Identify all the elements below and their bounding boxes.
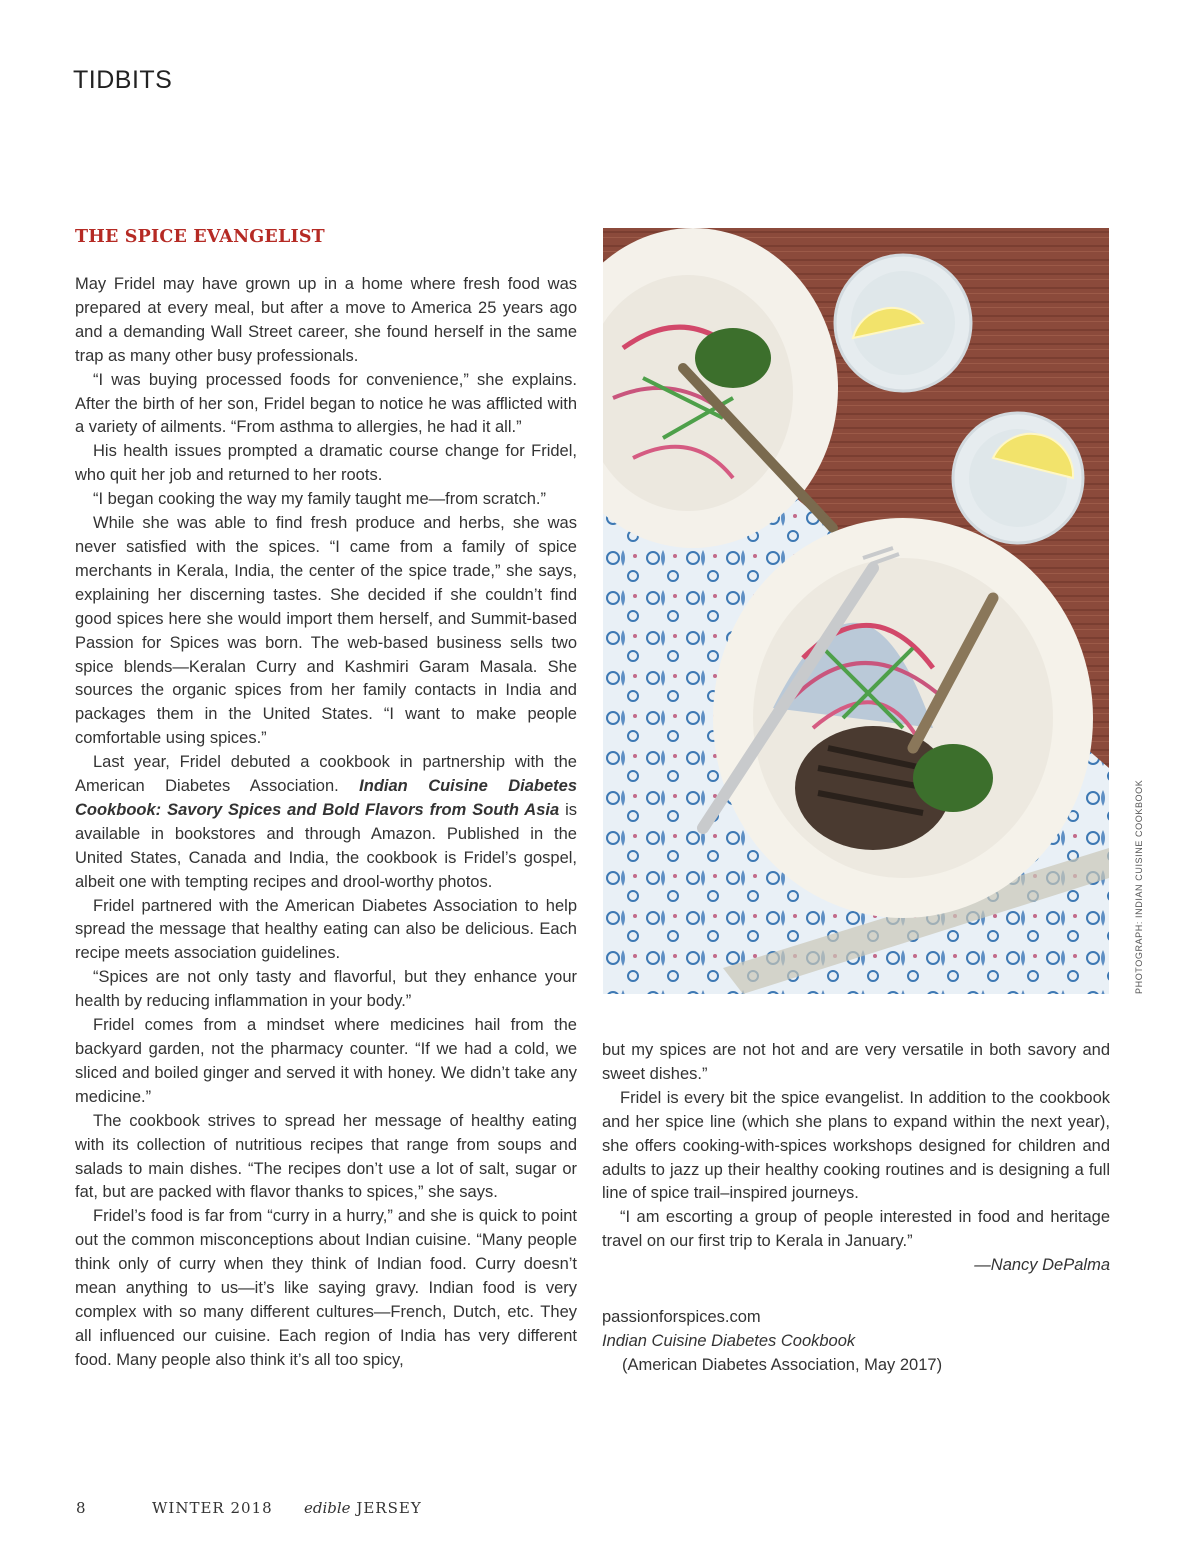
- page-number: 8: [76, 1499, 86, 1517]
- paragraph: “I began cooking the way my family taught me—from scratch.”: [93, 490, 547, 509]
- byline: —Nancy DePalma: [974, 1256, 1110, 1275]
- paragraph: Fridel comes from a mindset where medicines hail from the backyard garden, not the pharmacy counter. “If we had a cold, we sliced and boiled ginger and served it with honey. We didn’t take any medicine.”: [75, 1016, 577, 1106]
- issue-date: WINTER 2018: [152, 1499, 273, 1517]
- paragraph: His health issues prompted a dramatic course change for Fridel, who quit her job and returned to her roots.: [75, 442, 577, 485]
- book-title: Indian Cuisine Diabetes Cookbook: Savory Spices and Bold Flavors from South Asia: [75, 777, 577, 819]
- paragraph: but my spices are not hot and are very versatile in both savory and sweet dishes.”: [602, 1041, 1110, 1083]
- paragraph: May Fridel may have grown up in a home where fresh food was prepared at every meal, but after a move to America 25 years ago and a demanding Wall Street career, she found herself in the same trap as many other busy professionals.: [75, 275, 577, 365]
- book-after-text: is available in bookstores and through Amazon. Published in the United States, Canada and India, the cookbook is Fridel’s gospel, albeit one with tempting recipes and drool-worthy photos.: [75, 800, 577, 891]
- paragraph: “Spices are not only tasty and flavorful, but they enhance your health by reducing inflammation in your body.”: [75, 968, 577, 1011]
- website-link[interactable]: passionforspices.com: [602, 1308, 761, 1326]
- resource-book-title: Indian Cuisine Diabetes Cookbook: [602, 1332, 856, 1350]
- paragraph: The cookbook strives to spread her message of healthy eating with its collection of nutritious recipes that range from soups and salads to main dishes. “The recipes don’t use a lot of salt, sugar or fat, but are packed with flavor thanks to spices,” she says.: [75, 1111, 577, 1202]
- paragraph: Fridel’s food is far from “curry in a hurry,” and she is quick to point out the common misconceptions about Indian cuisine. “Many people think only of curry when they think of Indian food. Curry doesn’t mean anything to us—it’s like saying gravy. Indian food is very complex with so many different cultures—French, Dutch, etc. They all influenced our cuisine. Each region of India has very different food. Many people also think it’s all too spicy,: [75, 1207, 577, 1369]
- magazine-title: JERSEY: [356, 1499, 422, 1517]
- paragraph: While she was able to find fresh produce and herbs, she was never satisfied with the spices. “I came from a family of spice merchants in Kerala, India, the center of the spice trade,” she says, explaining her discerning tastes. She decided if she couldn’t find good spices here she would import them herself, and Summit-based Passion for Spices was born. The web-based business sells two spice blends—Keralan Curry and Kashmiri Garam Masala. She sources the organic spices from her family contacts in India and packages them in the United States. “I want to make people comfortable using spices.”: [75, 514, 577, 748]
- food-photo: [603, 228, 1109, 994]
- resources-block: [602, 1305, 1110, 1377]
- resource-book-note: (American Diabetes Association, May 2017): [622, 1356, 943, 1374]
- photo-credit: PHOTOGRAPH: INDIAN CUISINE COOKBOOK: [1134, 779, 1144, 994]
- magazine-prefix: edible: [304, 1499, 351, 1517]
- paragraph: “I am escorting a group of people interested in food and heritage travel on our first trip to Kerala in January.”: [602, 1208, 1110, 1251]
- paragraph: “I was buying processed foods for convenience,” she explains. After the birth of her son, Fridel began to notice he was afflicted with a variety of ailments. “From asthma to allergies, he had it all.”: [75, 370, 577, 437]
- book-intro-text: Last year, Fridel debuted a cookbook in partnership with the American Diabetes Association.: [75, 753, 577, 796]
- paragraph: Fridel partnered with the American Diabetes Association to help spread the message that healthy eating can also be delicious. Each recipe meets association guidelines.: [75, 896, 577, 963]
- paragraph-book: [75, 751, 577, 894]
- left-column: [75, 273, 577, 1373]
- paragraph: Fridel is every bit the spice evangelist. In addition to the cookbook and her spice line (which she plans to expand within the next year), she offers cooking-with-spices workshops designed for children and adults to jazz up their healthy cooking routines and is designing a full line of spice trail–inspired journeys.: [602, 1088, 1110, 1203]
- magazine-name: [304, 1499, 422, 1517]
- section-label: TIDBITS: [73, 66, 173, 94]
- right-column: [602, 1039, 1110, 1278]
- article-headline: THE SPICE EVANGELIST: [75, 227, 325, 247]
- lamb-chops-plate-illustration: [603, 228, 1109, 994]
